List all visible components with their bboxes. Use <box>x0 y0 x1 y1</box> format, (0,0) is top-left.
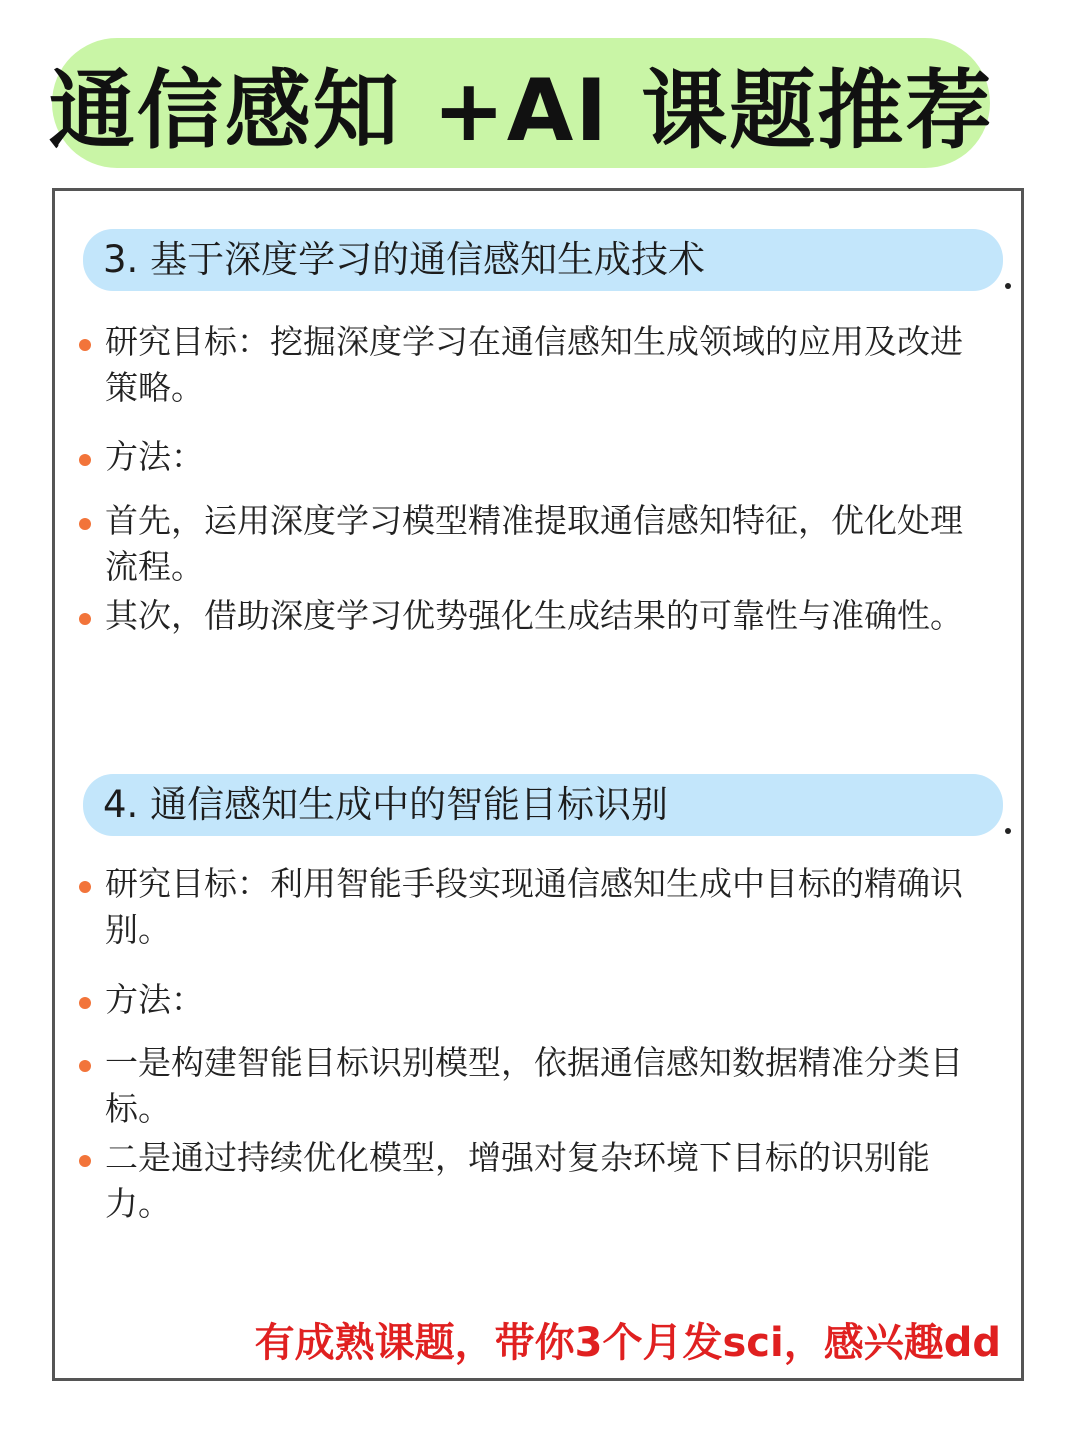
bullet-dot <box>79 1060 91 1072</box>
bullet-dot <box>79 1155 91 1167</box>
list-item: 一是构建智能目标识别模型，依据通信感知数据精准分类目标。 <box>79 1040 979 1132</box>
heading-dot <box>1005 283 1011 289</box>
bullet-dot <box>79 518 91 530</box>
bullet-dot <box>79 997 91 1009</box>
list-item: 方法： <box>79 434 979 480</box>
heading-dot <box>1005 828 1011 834</box>
bullet-dot <box>79 339 91 351</box>
list-item: 研究目标：利用智能手段实现通信感知生成中目标的精确识别。 <box>79 861 979 953</box>
section-4-heading <box>83 774 1003 836</box>
bullet-dot <box>79 881 91 893</box>
list-item: 首先，运用深度学习模型精准提取通信感知特征，优化处理流程。 <box>79 498 979 590</box>
bullet-dot <box>79 454 91 466</box>
list-item: 方法： <box>79 977 979 1023</box>
content-card <box>52 188 1024 1381</box>
title-banner <box>48 38 994 168</box>
list-item: 二是通过持续优化模型，增强对复杂环境下目标的识别能力。 <box>79 1135 979 1227</box>
footer-cta: 有成熟课题，带你3个月发sci，感兴趣dd <box>254 1320 1001 1366</box>
section-4-title: 4. 通信感知生成中的智能目标识别 <box>103 783 669 826</box>
section-3-title: 3. 基于深度学习的通信感知生成技术 <box>103 238 706 281</box>
bullet-dot <box>79 613 91 625</box>
section-3-heading <box>83 229 1003 291</box>
page-title: 通信感知 +AI 课题推荐 <box>48 61 994 161</box>
list-item: 研究目标：挖掘深度学习在通信感知生成领域的应用及改进策略。 <box>79 319 979 411</box>
list-item: 其次，借助深度学习优势强化生成结果的可靠性与准确性。 <box>79 593 979 639</box>
